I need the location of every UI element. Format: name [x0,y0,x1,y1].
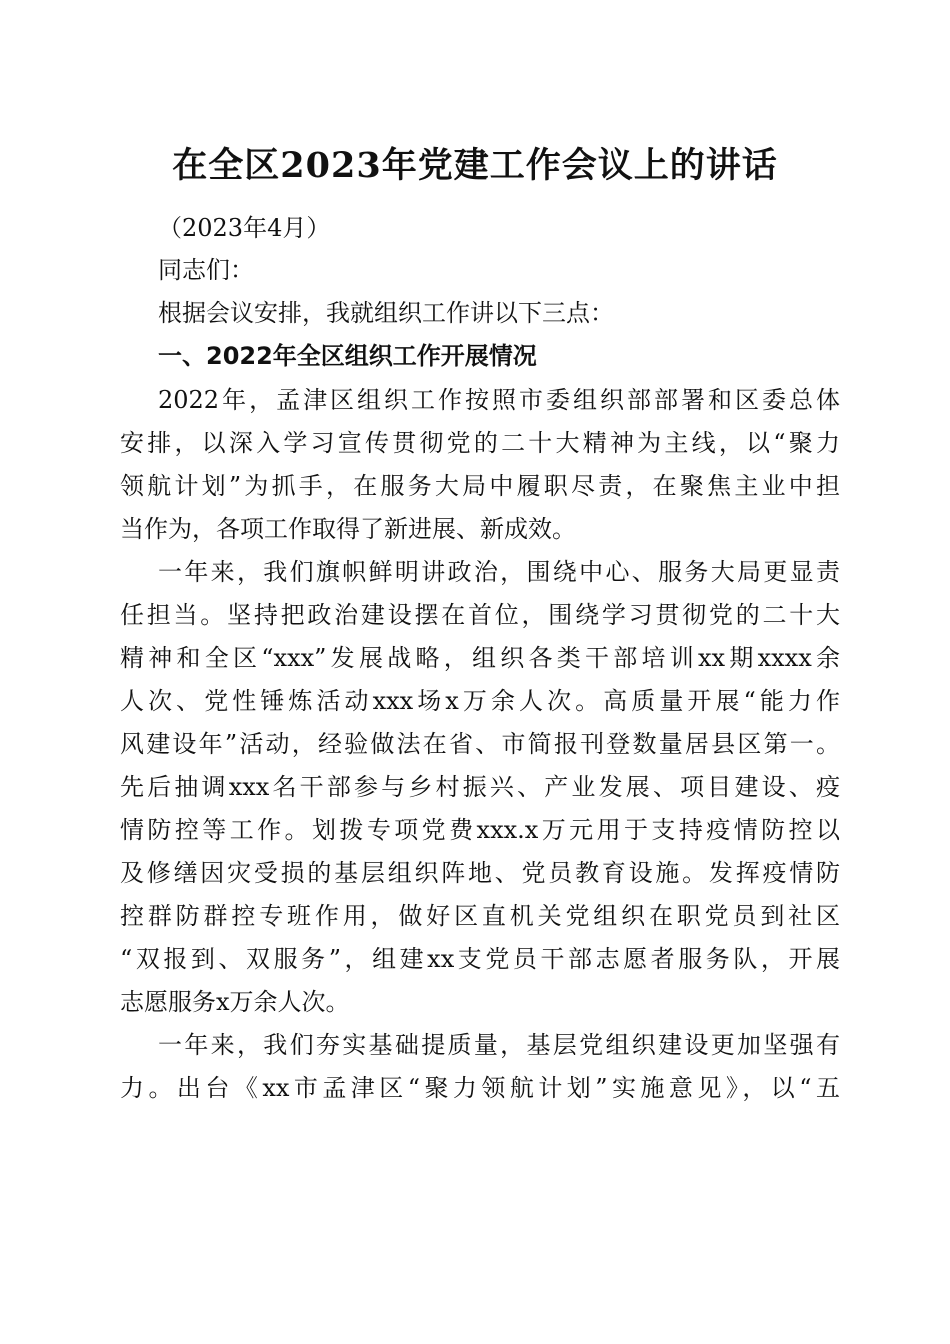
paragraph-line: 志愿服务x万余人次。 [120,988,350,1016]
paragraph-line: 一年来，我们夯实基础提质量，基层党组织建设更加坚强有 [158,1031,840,1059]
paragraph-line: 领航计划”为抓手，在服务大局中履职尽责，在聚焦主业中担 [120,472,840,500]
paragraph-line: 精神和全区“xxx”发展战略，组织各类干部培训xx期xxxx余 [120,644,840,672]
paragraph-line: “双报到、双服务”，组建xx支党员干部志愿者服务队，开展 [120,945,840,973]
paragraph-line: 安排，以深入学习宣传贯彻党的二十大精神为主线，以“聚力 [120,429,840,457]
section-heading: 一、2022年全区组织工作开展情况 [158,342,537,370]
salutation: 同志们： [158,256,254,284]
date-line: （2023年4月） [158,214,331,242]
paragraph-line: 情防控等工作。划拨专项党费xxx.x万元用于支持疫情防控以 [120,816,840,844]
paragraph-line: 控群防群控专班作用，做好区直机关党组织在职党员到社区 [120,902,840,930]
intro-paragraph: 根据会议安排，我就组织工作讲以下三点： [158,299,614,327]
paragraph-line: 一年来，我们旗帜鲜明讲政治，围绕中心、服务大局更显责 [158,558,840,586]
paragraph-line: 及修缮因灾受损的基层组织阵地、党员教育设施。发挥疫情防 [120,859,840,887]
paragraph-line: 2022年，孟津区组织工作按照市委组织部部署和区委总体 [158,386,840,414]
paragraph-line: 力。出台《xx市孟津区“聚力领航计划”实施意见》，以“五 [120,1074,840,1102]
paragraph-line: 风建设年”活动，经验做法在省、市简报刊登数量居县区第一。 [120,730,840,758]
page-title: 在全区2023年党建工作会议上的讲话 [172,145,778,186]
paragraph-line: 任担当。坚持把政治建设摆在首位，围绕学习贯彻党的二十大 [120,601,840,629]
paragraph-line: 人次、党性锤炼活动xxx场x万余人次。高质量开展“能力作 [120,687,840,715]
paragraph-line: 当作为，各项工作取得了新进展、新成效。 [120,515,576,543]
paragraph-line: 先后抽调xxx名干部参与乡村振兴、产业发展、项目建设、疫 [120,773,840,801]
